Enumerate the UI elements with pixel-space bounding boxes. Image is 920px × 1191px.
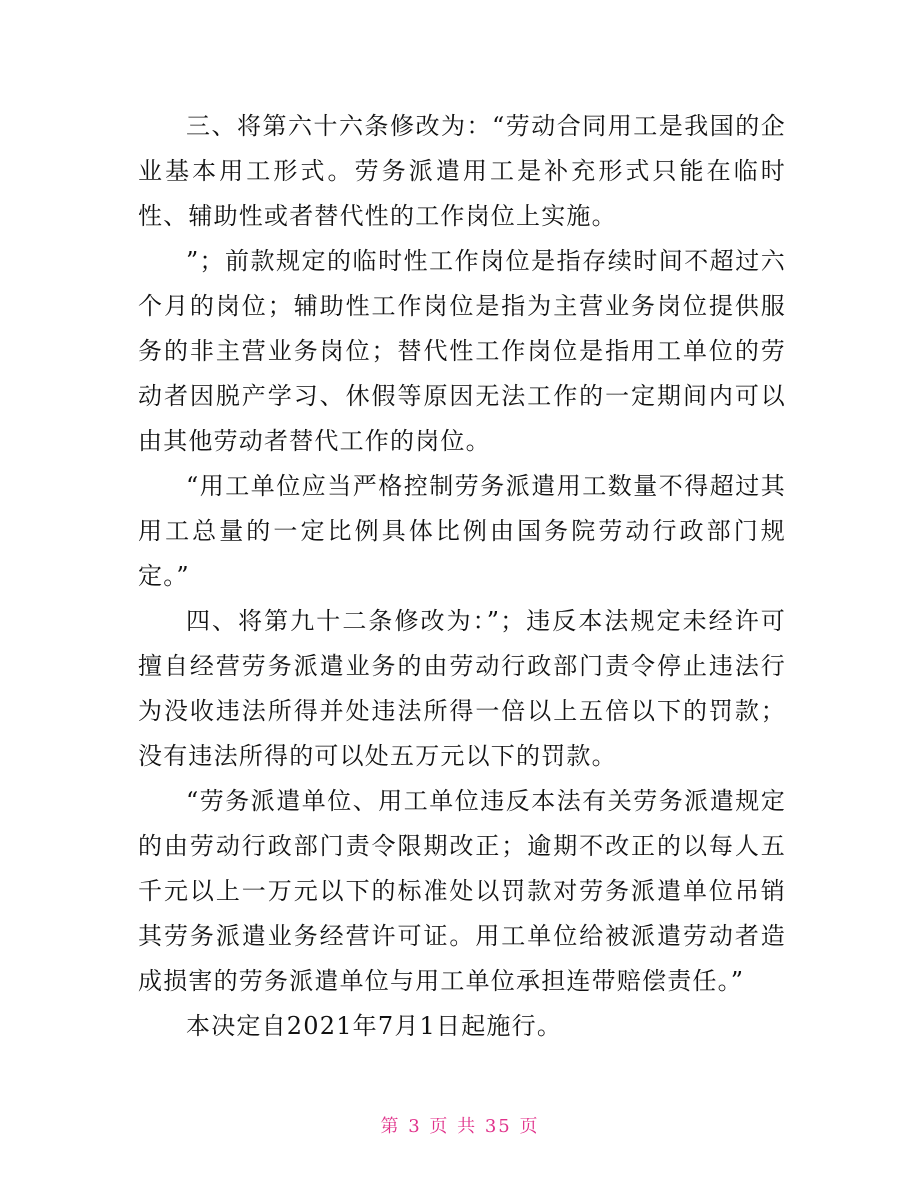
paragraph-effective-date: 本决定自2021年7月1日起施行。 bbox=[186, 1012, 563, 1040]
paragraph-article-66: 三、将第六十六条修改为：“劳动合同用工是我国的企业基本用工形式。劳务派遣用工是补充形式只能在临时性、辅助性或者替代性的工作岗位上实施。 bbox=[138, 112, 786, 230]
paragraph-penalties: “劳务派遣单位、用工单位违反本法有关劳务派遣规定的由劳动行政部门责令限期改正；逾期不改正的以每人五千元以上一万元以下的标准处以罚款对劳务派遣单位吊销其劳务派遣业务经营许可证。用工单位给被派遣劳动者造成损害的劳务派遣单位与用工单位承担连带赔偿责任。” bbox=[138, 787, 786, 995]
paragraph-temporary-positions: ”；前款规定的临时性工作岗位是指存续时间不超过六个月的岗位；辅助性工作岗位是指为主营业务岗位提供服务的非主营业务岗位；替代性工作岗位是指用工单位的劳动者因脱产学习、休假等原因无法工作的一定期间内可以由其他劳动者替代工作的岗位。 bbox=[138, 247, 786, 455]
document-body bbox=[138, 104, 786, 1049]
paragraph-article-92: 四、将第九十二条修改为：”；违反本法规定未经许可擅自经营劳务派遣业务的由劳动行政部门责令停止违法行为没收违法所得并处违法所得一倍以上五倍以下的罚款；没有违法所得的可以处五万元以下的罚款。 bbox=[138, 607, 786, 770]
paragraph-employer-control: “用工单位应当严格控制劳务派遣用工数量不得超过其用工总量的一定比例具体比例由国务院劳动行政部门规定。” bbox=[138, 472, 786, 590]
page-number-footer: 第 3 页 共 35 页 bbox=[380, 1116, 540, 1137]
